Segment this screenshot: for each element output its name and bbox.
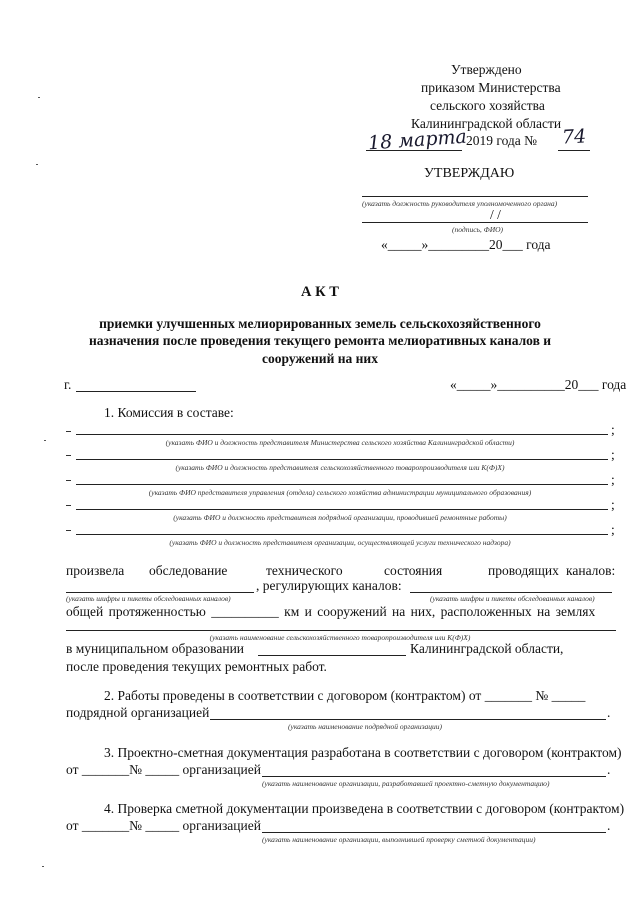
municipal-line xyxy=(258,655,406,656)
section3-hint: (указать наименование организации, разработавшей проектно-сметную документацию) xyxy=(262,779,550,788)
signature-line xyxy=(362,222,588,223)
member-line-4 xyxy=(76,509,608,510)
survey-word-4: состояния xyxy=(384,563,443,578)
city-line xyxy=(76,391,196,392)
member-semicolon-1: ; xyxy=(611,422,615,437)
section3-line xyxy=(262,776,606,777)
approval-date-blank: «_____»_________20___ года xyxy=(381,237,551,252)
survey-word-6: каналов: xyxy=(566,563,616,578)
approval-line-2: приказом Министерства xyxy=(421,80,561,95)
section2-line1: 2. Работы проведены в соответствии с договором (контрактом) от _______ № _____ xyxy=(104,688,586,703)
scan-speck xyxy=(44,440,46,441)
section4-line1: 4. Проверка сметной документации произведена в соответствии с договором (контрактом) xyxy=(104,801,625,816)
approval-number-underline xyxy=(558,150,590,151)
member-semicolon-2: ; xyxy=(611,447,615,462)
approval-handwritten-date: 18 марта xyxy=(367,125,468,155)
survey-word-2: обследование xyxy=(149,563,228,578)
city-prefix: г. xyxy=(64,377,72,392)
regulating-label: , регулирующих каналов: xyxy=(256,578,402,593)
member-hint-3: (указать ФИО представителя управления (отдела) сельского хозяйства администрации муниципального образования) xyxy=(148,488,532,497)
member-dash-4 xyxy=(66,505,71,506)
section4-dot: . xyxy=(607,818,611,833)
member-semicolon-4: ; xyxy=(611,497,615,512)
producer-line xyxy=(66,630,616,631)
scan-speck xyxy=(42,866,44,867)
approval-line-4: Калининградской области xyxy=(411,116,562,131)
act-date: «_____»__________20___ года xyxy=(450,377,627,392)
member-dash-2 xyxy=(66,455,71,456)
after-repairs: после проведения текущих ремонтных работ. xyxy=(66,659,327,674)
survey-word-5: проводящих xyxy=(488,563,559,578)
member-line-1 xyxy=(76,434,608,435)
act-subtitle-3: сооружений на них xyxy=(262,351,378,366)
producer-hint: (указать наименование сельскохозяйственного товаропроизводителя или К(Ф)Х) xyxy=(209,633,471,642)
scan-speck xyxy=(36,164,38,165)
act-subtitle-2: назначения после проведения текущего ремонта мелиоративных каналов и xyxy=(88,333,552,348)
section4-hint: (указать наименование организации, выполнившей проверку сметной документации) xyxy=(262,835,536,844)
member-line-3 xyxy=(76,484,608,485)
section3-prefix: от _______№ _____ организацией xyxy=(66,762,261,777)
municipal-suffix: Калининградской области, xyxy=(410,641,564,656)
municipal-prefix: в муниципальном образовании xyxy=(66,641,245,656)
member-line-2 xyxy=(76,459,608,460)
commission-heading: 1. Комиссия в составе: xyxy=(104,405,234,420)
section3-dot: . xyxy=(607,762,611,777)
member-hint-4: (указать ФИО и должность представителя подрядной организации, проводившей ремонтные работы) xyxy=(173,513,507,522)
ciphers-hint-2: (указать шифры и пикеты обследованных каналов) xyxy=(430,594,595,603)
survey-word-3: технического xyxy=(266,563,343,578)
ciphers-hint-1: (указать шифры и пикеты обследованных каналов) xyxy=(66,594,231,603)
approval-handwritten-number: 74 xyxy=(561,125,587,149)
scan-speck xyxy=(38,97,40,98)
member-dash-1 xyxy=(66,431,71,432)
section2-dot: . xyxy=(607,705,611,720)
length-line: общей протяженностью __________ км и сооружений на них, расположенных на землях xyxy=(66,604,596,619)
act-subtitle-1: приемки улучшенных мелиорированных земель сельскохозяйственного xyxy=(99,316,541,331)
section2-line xyxy=(210,719,606,720)
section3-line1: 3. Проектно-сметная документация разработана в соответствии с договором (контрактом) xyxy=(104,745,622,760)
signature-hint: (подпись, ФИО) xyxy=(452,225,504,234)
section2-prefix: подрядной организацией xyxy=(66,705,210,720)
member-dash-5 xyxy=(66,530,71,531)
approval-date-suffix: 2019 года № xyxy=(466,133,538,148)
survey-word-1: произвела xyxy=(66,563,125,578)
member-line-5 xyxy=(76,534,608,535)
member-semicolon-5: ; xyxy=(611,522,615,537)
ciphers-line-1 xyxy=(66,592,254,593)
approval-line-1: Утверждено xyxy=(451,62,522,77)
position-line xyxy=(362,196,588,197)
approval-line-3: сельского хозяйства xyxy=(430,98,545,113)
ciphers-line-2 xyxy=(410,592,612,593)
member-dash-3 xyxy=(66,480,71,481)
utverzhdayu-title: УТВЕРЖДАЮ xyxy=(424,166,515,181)
act-title: А К Т xyxy=(301,284,339,300)
member-semicolon-3: ; xyxy=(611,472,615,487)
member-hint-2: (указать ФИО и должность представителя сельскохозяйственного товаропроизводителя или К(Ф)Х) xyxy=(175,463,505,472)
section4-line xyxy=(262,832,606,833)
member-hint-1: (указать ФИО и должность представителя Министерства сельского хозяйства Калининградской области) xyxy=(165,438,515,447)
signature-slashes: / / xyxy=(490,207,501,222)
section4-prefix: от _______№ _____ организацией xyxy=(66,818,261,833)
position-hint: (указать должность руководителя уполномоченного органа) xyxy=(362,199,558,208)
section2-hint: (указать наименование подрядной организации) xyxy=(288,722,443,731)
member-hint-5: (указать ФИО и должность представителя организации, осуществляющей услуги технического надзора) xyxy=(169,538,511,547)
approval-date-underline xyxy=(366,150,462,151)
